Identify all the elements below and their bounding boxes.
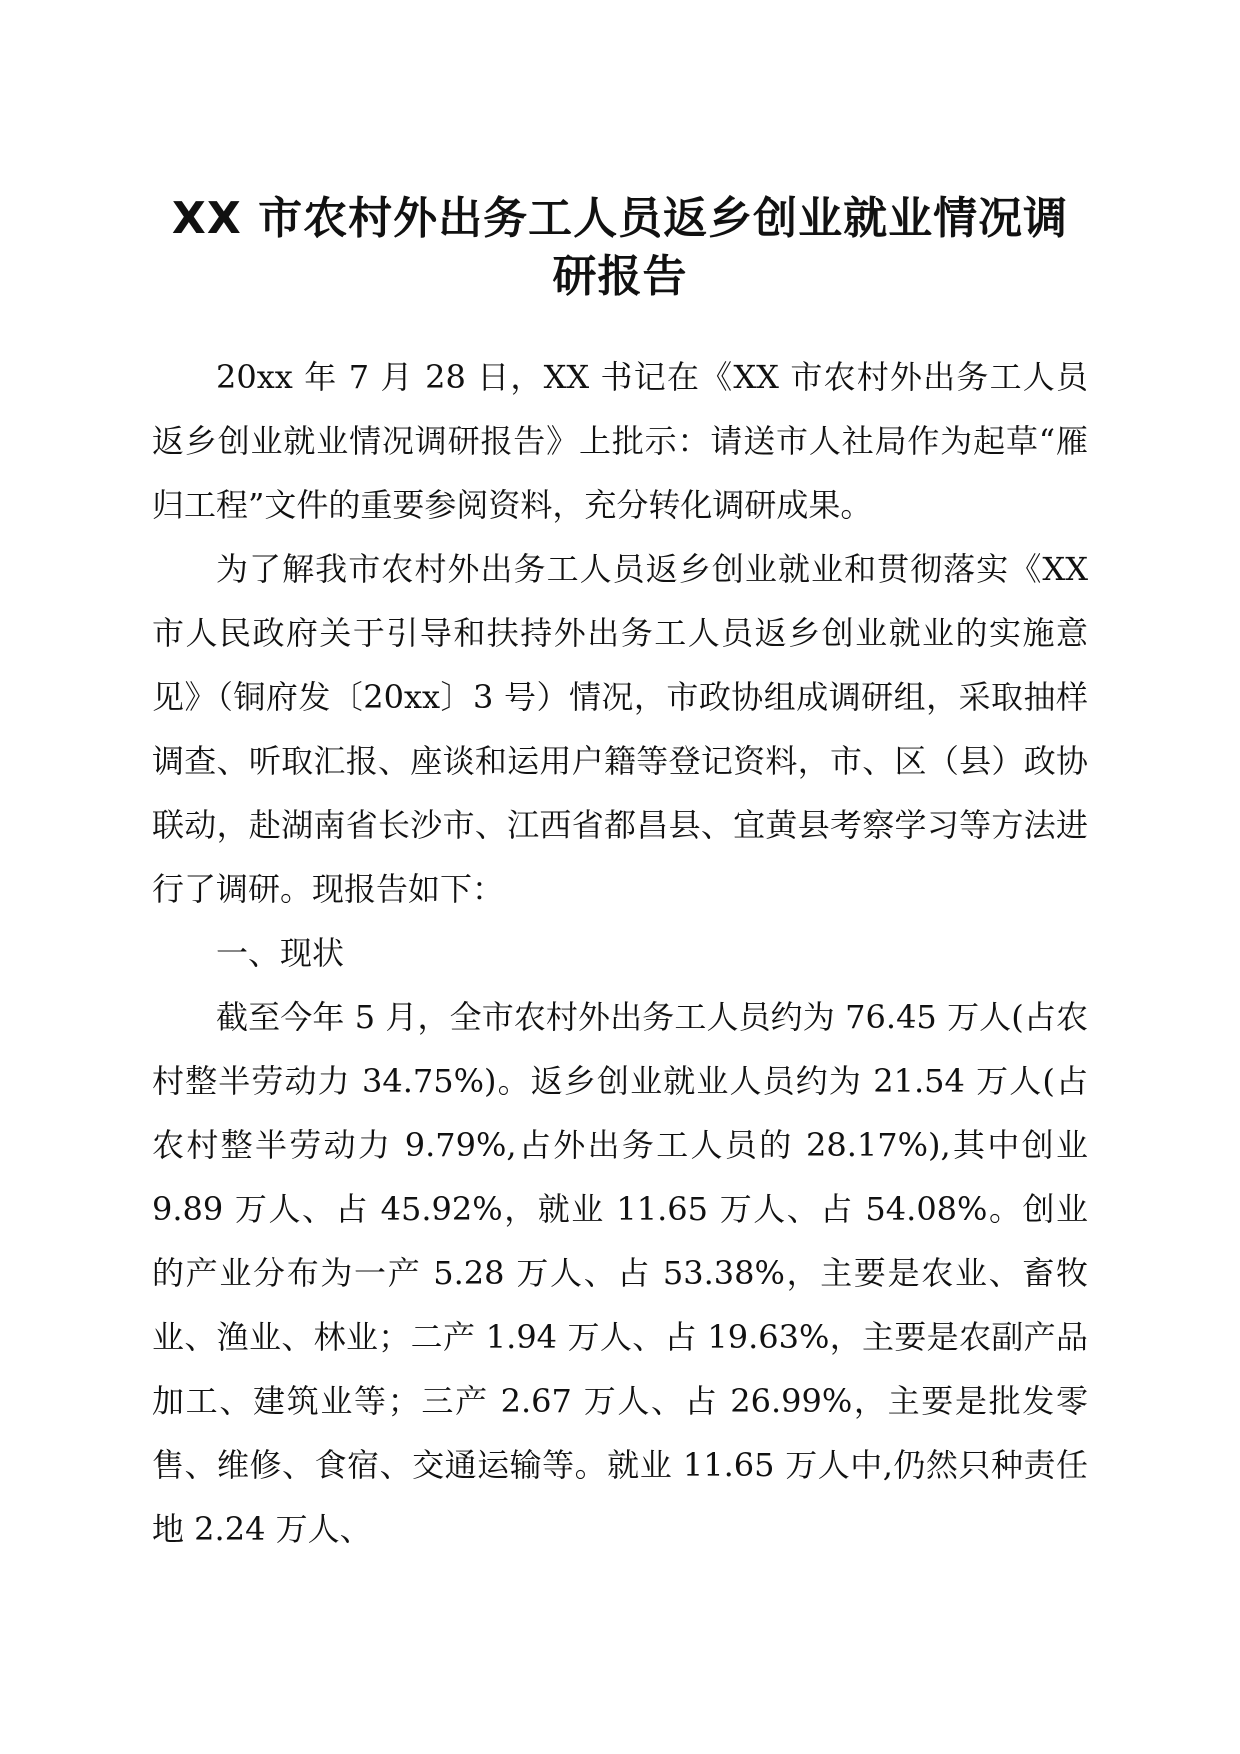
document-title: XX 市农村外出务工人员返乡创业就业情况调研报告 <box>171 193 1069 302</box>
paragraph-current-status: 截至今年 5 月，全市农村外出务工人员约为 76.45 万人(占农村整半劳动力 34.75%)。返乡创业就业人员约为 21.54 万人(占农村整半劳动力 9.79%,占外出务工人员的 28.17%),其中创业 9.89 万人、占 45.92%，就业 11.65 万人、占 54.08%。创业的产业分布为一产 5.28 万人、占 53.38%，主要是农业、畜牧业、渔业、林业；二产 1.94 万人、占 19.63%，主要是农副产品加工、建筑业等；三产 2.67 万人、占 26.99%，主要是批发零售、维修、食宿、交通运输等。就业 11.65 万人中,仍然只种责任地 2.24 万人、 <box>152 998 1088 1548</box>
section-heading-current-status: 一、现状 <box>216 934 345 972</box>
paragraph-introduction: 为了解我市农村外出务工人员返乡创业就业和贯彻落实《XX 市人民政府关于引导和扶持外出务工人员返乡创业就业的实施意见》（铜府发〔20xx〕3 号）情况，市政协组成调研组，采取抽样调查、听取汇报、座谈和运用户籍等登记资料，市、区（县）政协联动，赴湖南省长沙市、江西省都昌县、宜黄县考察学习等方法进行了调研。现报告如下： <box>152 550 1088 908</box>
paragraph-instruction: 20xx 年 7 月 28 日，XX 书记在《XX 市农村外出务工人员返乡创业就业情况调研报告》上批示：请送市人社局作为起草“雁归工程”文件的重要参阅资料，充分转化调研成果。 <box>152 358 1088 524</box>
document-body <box>152 345 1088 1561</box>
